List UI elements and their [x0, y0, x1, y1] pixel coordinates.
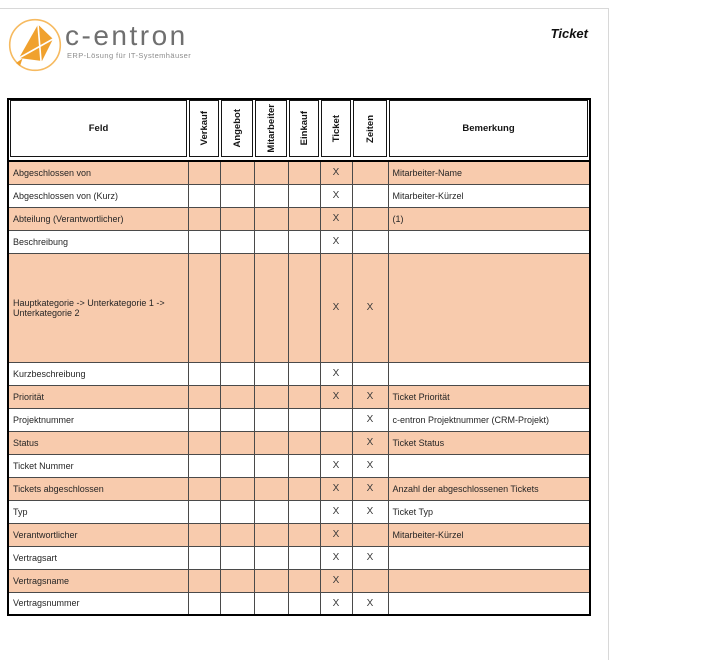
- table-row: [8, 500, 590, 523]
- mark-cell-ticket: X: [320, 477, 352, 500]
- mark-cell-angebot: [220, 184, 254, 207]
- mark-cell-einkauf: [288, 477, 320, 500]
- mark-cell-verkauf: [188, 184, 220, 207]
- mark-cell-verkauf: [188, 500, 220, 523]
- mark-cell-ticket: X: [320, 500, 352, 523]
- mark-cell-ticket: X: [320, 184, 352, 207]
- mark-cell-zeiten: X: [352, 477, 388, 500]
- table-row: [8, 477, 590, 500]
- field-cell: Tickets abgeschlossen: [8, 477, 188, 500]
- table-row: [8, 523, 590, 546]
- mark-cell-verkauf: [188, 385, 220, 408]
- col-header-ticket: Ticket: [320, 99, 352, 161]
- mark-cell-ticket: X: [320, 230, 352, 253]
- mark-cell-ticket: [320, 408, 352, 431]
- mark-cell-mitarbeiter: [254, 207, 288, 230]
- mark-cell-mitarbeiter: [254, 592, 288, 615]
- field-cell: Status: [8, 431, 188, 454]
- mark-cell-mitarbeiter: [254, 161, 288, 184]
- mark-cell-einkauf: [288, 546, 320, 569]
- page-title: Ticket: [550, 26, 588, 41]
- mark-cell-zeiten: X: [352, 500, 388, 523]
- table-row: [8, 454, 590, 477]
- mark-cell-einkauf: [288, 454, 320, 477]
- table-row: [8, 253, 590, 362]
- mark-cell-angebot: [220, 207, 254, 230]
- mark-cell-angebot: [220, 592, 254, 615]
- mark-cell-zeiten: [352, 230, 388, 253]
- col-header-mitarbeiter: Mitarbeiter: [254, 99, 288, 161]
- mark-cell-zeiten: [352, 569, 388, 592]
- mark-cell-mitarbeiter: [254, 431, 288, 454]
- mark-cell-zeiten: [352, 161, 388, 184]
- col-header-verkauf: Verkauf: [188, 99, 220, 161]
- note-cell: Mitarbeiter-Kürzel: [388, 523, 590, 546]
- mark-cell-ticket: X: [320, 253, 352, 362]
- logo: [8, 18, 191, 72]
- field-cell: Kurzbeschreibung: [8, 362, 188, 385]
- mark-cell-ticket: X: [320, 569, 352, 592]
- mark-cell-zeiten: X: [352, 431, 388, 454]
- table-row: [8, 184, 590, 207]
- mark-cell-angebot: [220, 569, 254, 592]
- mark-cell-ticket: X: [320, 161, 352, 184]
- mark-cell-einkauf: [288, 569, 320, 592]
- mark-cell-verkauf: [188, 253, 220, 362]
- mark-cell-zeiten: [352, 523, 388, 546]
- note-cell: Ticket Status: [388, 431, 590, 454]
- table-row: [8, 431, 590, 454]
- mark-cell-angebot: [220, 161, 254, 184]
- note-cell: Mitarbeiter-Kürzel: [388, 184, 590, 207]
- note-cell: [388, 230, 590, 253]
- col-header-zeiten: Zeiten: [352, 99, 388, 161]
- field-cell: Vertragsnummer: [8, 592, 188, 615]
- table-row: [8, 592, 590, 615]
- col-header-feld: Feld: [8, 99, 188, 161]
- field-cell: Abteilung (Verantwortlicher): [8, 207, 188, 230]
- brand-name: c-entron: [65, 20, 188, 51]
- mark-cell-zeiten: X: [352, 592, 388, 615]
- mark-cell-angebot: [220, 253, 254, 362]
- mark-cell-angebot: [220, 454, 254, 477]
- mark-cell-angebot: [220, 385, 254, 408]
- field-cell: Priorität: [8, 385, 188, 408]
- mark-cell-mitarbeiter: [254, 362, 288, 385]
- mark-cell-mitarbeiter: [254, 546, 288, 569]
- mark-cell-zeiten: [352, 184, 388, 207]
- col-header-angebot: Angebot: [220, 99, 254, 161]
- table-row: [8, 230, 590, 253]
- mark-cell-ticket: X: [320, 362, 352, 385]
- mark-cell-ticket: X: [320, 454, 352, 477]
- mark-cell-einkauf: [288, 362, 320, 385]
- note-cell: [388, 592, 590, 615]
- field-cell: Vertragsart: [8, 546, 188, 569]
- mark-cell-einkauf: [288, 207, 320, 230]
- mark-cell-verkauf: [188, 569, 220, 592]
- table-row: [8, 362, 590, 385]
- mark-cell-angebot: [220, 477, 254, 500]
- note-cell: [388, 362, 590, 385]
- mark-cell-einkauf: [288, 523, 320, 546]
- mark-cell-mitarbeiter: [254, 500, 288, 523]
- table-row: [8, 569, 590, 592]
- col-header-bemerkung: Bemerkung: [388, 99, 590, 161]
- note-cell: [388, 253, 590, 362]
- mark-cell-zeiten: X: [352, 546, 388, 569]
- mark-cell-verkauf: [188, 161, 220, 184]
- field-matrix-table: [7, 98, 591, 616]
- mark-cell-mitarbeiter: [254, 454, 288, 477]
- mark-cell-einkauf: [288, 592, 320, 615]
- note-cell: [388, 454, 590, 477]
- mark-cell-zeiten: X: [352, 408, 388, 431]
- field-cell: Beschreibung: [8, 230, 188, 253]
- note-cell: [388, 546, 590, 569]
- mark-cell-mitarbeiter: [254, 477, 288, 500]
- brand-tagline: ERP-Lösung für IT-Systemhäuser: [67, 51, 192, 60]
- mark-cell-verkauf: [188, 523, 220, 546]
- table-header: [8, 99, 590, 161]
- note-cell: Mitarbeiter-Name: [388, 161, 590, 184]
- mark-cell-verkauf: [188, 431, 220, 454]
- mark-cell-verkauf: [188, 546, 220, 569]
- note-cell: [388, 569, 590, 592]
- mark-cell-einkauf: [288, 161, 320, 184]
- mark-cell-einkauf: [288, 408, 320, 431]
- mark-cell-mitarbeiter: [254, 385, 288, 408]
- field-cell: Ticket Nummer: [8, 454, 188, 477]
- note-cell: Anzahl der abgeschlossenen Tickets: [388, 477, 590, 500]
- mark-cell-verkauf: [188, 207, 220, 230]
- mark-cell-angebot: [220, 408, 254, 431]
- mark-cell-ticket: X: [320, 592, 352, 615]
- field-cell: Typ: [8, 500, 188, 523]
- mark-cell-ticket: X: [320, 207, 352, 230]
- mark-cell-angebot: [220, 362, 254, 385]
- mark-cell-angebot: [220, 546, 254, 569]
- mark-cell-zeiten: X: [352, 454, 388, 477]
- kite-icon: [8, 18, 62, 72]
- mark-cell-verkauf: [188, 408, 220, 431]
- mark-cell-einkauf: [288, 184, 320, 207]
- table-header-row: [8, 99, 590, 161]
- mark-cell-ticket: [320, 431, 352, 454]
- mark-cell-einkauf: [288, 230, 320, 253]
- table-row: [8, 385, 590, 408]
- mark-cell-ticket: X: [320, 385, 352, 408]
- table-row: [8, 546, 590, 569]
- table-row: [8, 161, 590, 184]
- mark-cell-mitarbeiter: [254, 523, 288, 546]
- mark-cell-verkauf: [188, 362, 220, 385]
- mark-cell-zeiten: X: [352, 253, 388, 362]
- col-header-einkauf: Einkauf: [288, 99, 320, 161]
- mark-cell-ticket: X: [320, 546, 352, 569]
- mark-cell-angebot: [220, 500, 254, 523]
- note-cell: (1): [388, 207, 590, 230]
- mark-cell-mitarbeiter: [254, 408, 288, 431]
- mark-cell-verkauf: [188, 592, 220, 615]
- mark-cell-zeiten: X: [352, 385, 388, 408]
- mark-cell-angebot: [220, 230, 254, 253]
- note-cell: c-entron Projektnummer (CRM-Projekt): [388, 408, 590, 431]
- mark-cell-angebot: [220, 431, 254, 454]
- document-page: [0, 8, 609, 660]
- mark-cell-zeiten: [352, 207, 388, 230]
- field-cell: Projektnummer: [8, 408, 188, 431]
- mark-cell-verkauf: [188, 454, 220, 477]
- mark-cell-verkauf: [188, 477, 220, 500]
- field-cell: Abgeschlossen von: [8, 161, 188, 184]
- note-cell: Ticket Typ: [388, 500, 590, 523]
- mark-cell-mitarbeiter: [254, 184, 288, 207]
- table-body: [8, 161, 590, 615]
- mark-cell-mitarbeiter: [254, 569, 288, 592]
- mark-cell-einkauf: [288, 431, 320, 454]
- mark-cell-mitarbeiter: [254, 230, 288, 253]
- field-cell: Verantwortlicher: [8, 523, 188, 546]
- field-cell: Abgeschlossen von (Kurz): [8, 184, 188, 207]
- mark-cell-ticket: X: [320, 523, 352, 546]
- mark-cell-einkauf: [288, 500, 320, 523]
- mark-cell-mitarbeiter: [254, 253, 288, 362]
- field-cell: Vertragsname: [8, 569, 188, 592]
- mark-cell-einkauf: [288, 253, 320, 362]
- wordmark: [65, 22, 191, 60]
- mark-cell-einkauf: [288, 385, 320, 408]
- mark-cell-angebot: [220, 523, 254, 546]
- mark-cell-zeiten: [352, 362, 388, 385]
- table-row: [8, 207, 590, 230]
- mark-cell-verkauf: [188, 230, 220, 253]
- table-row: [8, 408, 590, 431]
- field-cell: Hauptkategorie -> Unterkategorie 1 -> Unterkategorie 2: [8, 253, 188, 362]
- note-cell: Ticket Priorität: [388, 385, 590, 408]
